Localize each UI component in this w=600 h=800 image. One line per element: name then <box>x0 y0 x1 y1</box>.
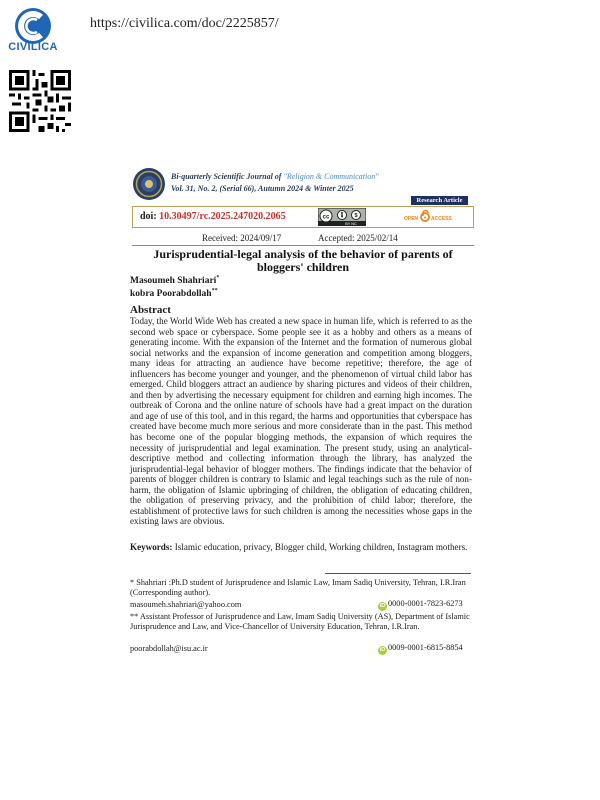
journal-name-line: Bi-quarterly Scientific Journal of "Religion & Communication" <box>171 172 379 181</box>
article-type-badge: Research Article <box>411 196 468 205</box>
svg-text:cc: cc <box>322 214 330 221</box>
footnote-author-2: ** Assistant Professor of Jurisprudence and Law, Imam Sadiq University (AS), Department of Islamic Jurisprudence and Law, and Vice-Chancellor of University Education, Tehran, I.R.Iran. <box>130 612 470 632</box>
author-2: kobra Poorabdollah** <box>130 288 218 300</box>
doi-link[interactable]: 10.30497/rc.2025.247020.2065 <box>159 211 286 222</box>
qr-code-icon <box>9 70 71 132</box>
abstract-heading: Abstract <box>130 304 171 316</box>
doi-line: doi: 10.30497/rc.2025.247020.2065 <box>140 211 286 222</box>
svg-text:ACCESS: ACCESS <box>431 216 452 222</box>
orcid-icon: iD <box>379 647 386 653</box>
journal-title: "Religion & Communication" <box>283 172 379 181</box>
author-1: Masoumeh Shahriari* <box>130 275 220 287</box>
keywords-text: Islamic education, privacy, Blogger child, Working children, Instagram mothers. <box>174 542 468 552</box>
journal-seal-icon <box>132 167 166 201</box>
author-2-orcid[interactable]: iD 0009-0001-6815-8854 <box>379 643 463 653</box>
svg-text:$: $ <box>354 213 358 220</box>
open-access-icon <box>404 210 456 224</box>
footnote-divider <box>325 573 471 574</box>
footnote-author-1: * Shahriari :Ph.D student of Jurisprudence and Islamic Law, Imam Sadiq University, Tehran, I.R.Iran (Corresponding author). <box>130 578 466 598</box>
header-divider <box>132 245 474 246</box>
svg-text:BY NC: BY NC <box>345 222 357 226</box>
document-url[interactable]: https://civilica.com/doc/2225857/ <box>90 16 279 31</box>
creative-commons-license-icon <box>318 208 366 226</box>
author-2-mark: ** <box>211 288 218 294</box>
article-title: Jurisprudential-legal analysis of the behavior of parents of bloggers' children <box>153 247 453 274</box>
received-date: Received: 2024/09/17 <box>202 233 282 243</box>
civilica-wordmark: CIVILICA <box>8 41 58 53</box>
author-1-email[interactable]: masoumeh.shahriari@yahoo.com <box>130 600 242 609</box>
keywords-line <box>130 542 472 553</box>
journal-volume-line: Vol. 31, No. 2, (Serial 66), Autumn 2024 & Winter 2025 <box>171 184 354 193</box>
author-1-mark: * <box>216 275 220 281</box>
abstract-text: Today, the World Wide Web has created a new space in human life, which is referred to as the second web space or cyberspace. Some people see it as a hobby and others as a means of generating income. With the expansion of the Internet and the formation of numerous global social networks and the expansion of income generation and competition among bloggers, many ideas for attracting an audience have become repetitive; therefore, the age of influencers has become younger and younger, and the phenomenon of virtual child labor has emerged. Child bloggers attract an audience by sharing pictures and videos of their children, and then by advertising the necessary equipment for children and earning high incomes. The outbreak of Corona and the online nature of schools have had a great impact on the duration and age of use of this tool, and in this regard, the harms and opportunities that cyberspace has created have become much more serious and more considerate than in the past. This method has become one of the popular blogging methods, the expansion of which requires the necessity of jurisprudential and legal examination. The present study, using an analytical-descriptive method and collecting information through the library, has analyzed the jurisprudential-legal behavior of blogger mothers. The findings indicate that the behavior of parents of blogger children is contrary to Islamic and legal teachings such as the rule of non-harm, the obligation of Islamic upbringing of children, the obligation of educating children, the obligation of preserving privacy, and the prohibition of child labor; therefore, the establishment of protective laws for such children is among the necessities whose gaps in the existing laws are obvious. <box>130 316 472 527</box>
keywords-label: Keywords: <box>130 542 175 552</box>
accepted-date: Accepted: 2025/02/14 <box>318 233 398 243</box>
svg-text:OPEN: OPEN <box>404 216 419 222</box>
author-1-orcid[interactable]: iD 0000-0001-7823-6273 <box>379 599 463 609</box>
author-2-email[interactable]: poorabdollah@isu.ac.ir <box>130 644 208 653</box>
orcid-icon: iD <box>379 603 386 609</box>
